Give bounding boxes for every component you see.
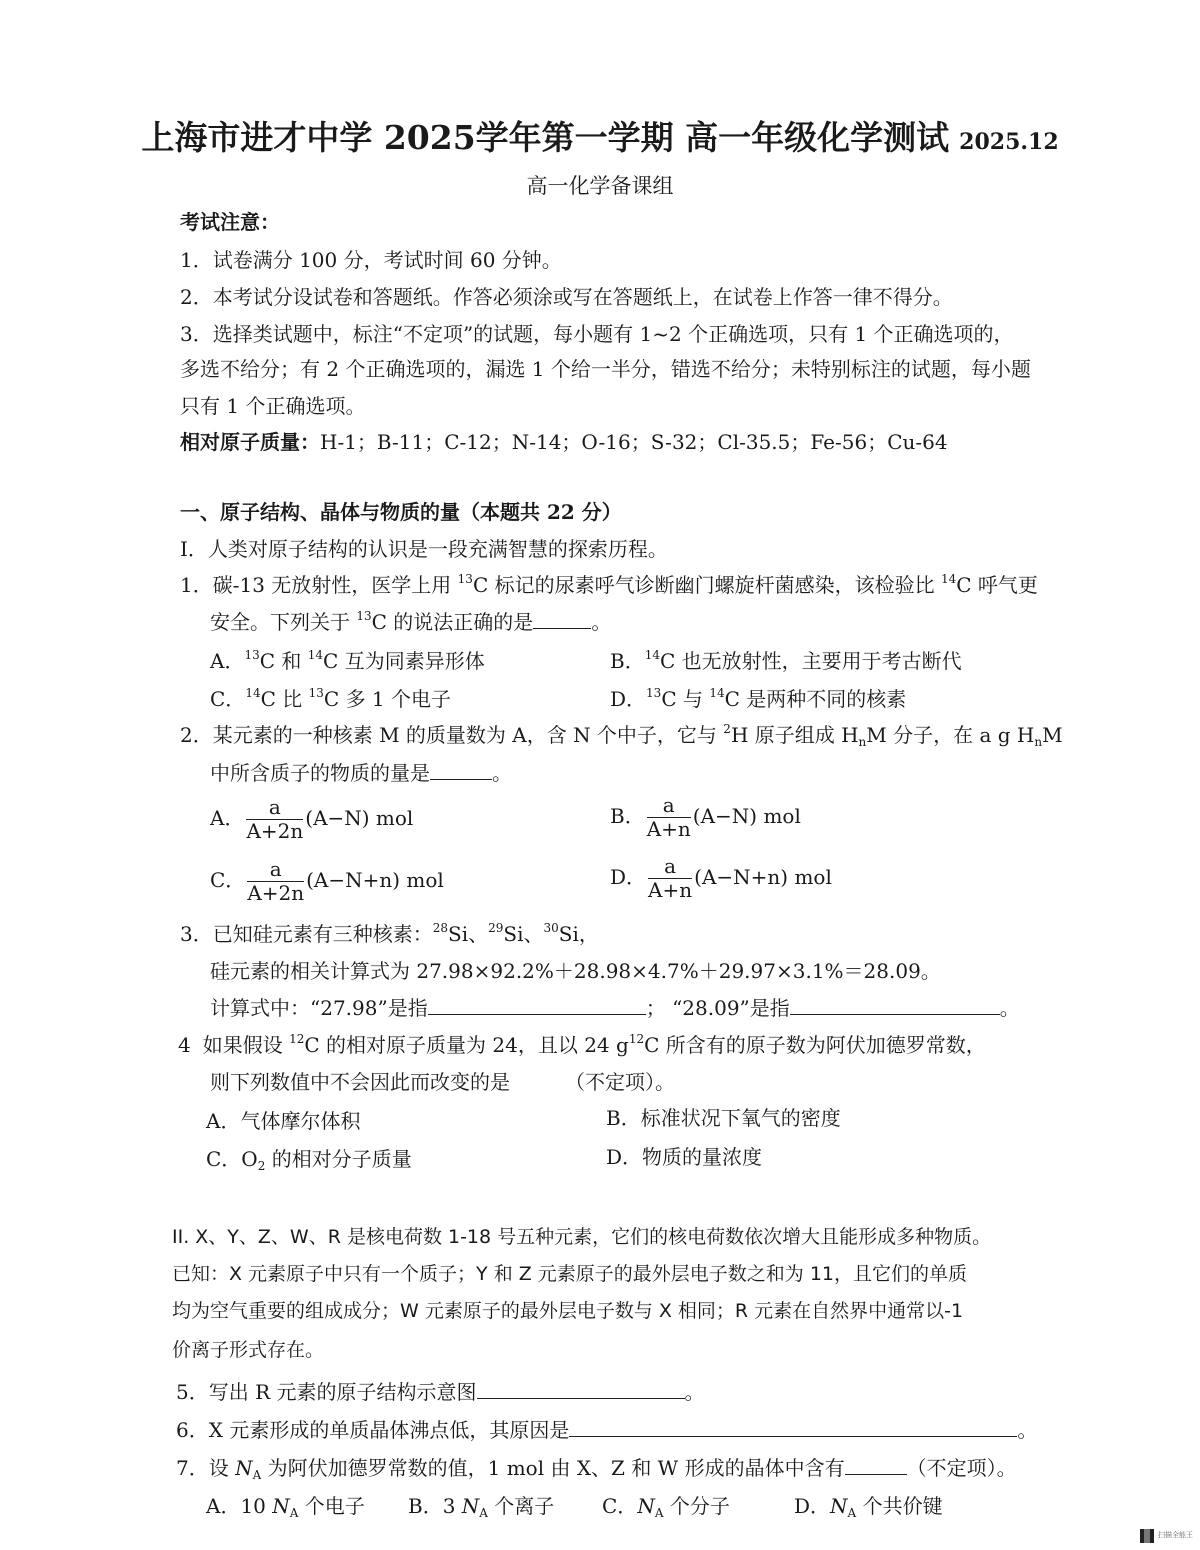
sup-13: 13 <box>646 686 662 700</box>
opt-text: B．3 <box>408 1494 462 1518</box>
sup-30: 30 <box>543 921 559 935</box>
q2-option-c[interactable] <box>210 858 444 905</box>
q4-text-a: 如果假设 <box>202 1033 290 1057</box>
sup-13: 13 <box>356 609 372 623</box>
sup-29: 29 <box>488 921 504 935</box>
sup-28: 28 <box>432 921 449 935</box>
si-text: Si、 <box>448 922 489 946</box>
fraction-denominator: A+n <box>648 878 693 902</box>
fraction <box>648 855 692 902</box>
q7-answer-blank[interactable] <box>845 1456 907 1475</box>
sub-a: A <box>252 1468 262 1482</box>
sub-a: A <box>289 1506 299 1520</box>
opt-label: B． <box>610 804 645 828</box>
sup-12: 12 <box>289 1032 305 1046</box>
notice-heading: 考试注意： <box>180 210 280 234</box>
opt-label: A． <box>210 806 245 830</box>
opt-text: C 和 <box>259 649 308 673</box>
q7-text-b: 为阿伏加德罗常数的值，1 mol 由 X、Z 和 W 形成的晶体中含有 <box>261 1456 845 1480</box>
notice-item-3-end: 只有 1 个正确选项。 <box>180 394 366 418</box>
q3-stem-line2: 硅元素的相关计算式为 27.98×92.2%＋28.98×4.7%＋29.97×3.1%＝28.09。 <box>210 959 941 983</box>
part-2-line-3: 均为空气重要的组成成分；W 元素原子的最外层电子数与 X 相同；R 元素在自然界中通常以-1 <box>172 1300 964 1322</box>
sup-14: 14 <box>644 648 660 662</box>
opt-text: 的相对分子质量 <box>265 1147 412 1171</box>
q6-text: 6．X 元素形成的单质晶体沸点低，其原因是 <box>176 1418 570 1442</box>
q4-stem-line2 <box>210 1070 675 1094</box>
opt-text: D． <box>794 1494 831 1518</box>
fraction-numerator: a <box>247 858 304 882</box>
sup-12: 12 <box>628 1032 645 1046</box>
exam-date: 2025.12 <box>959 129 1059 155</box>
q6-answer-blank[interactable] <box>569 1418 1017 1437</box>
q1-text-a: 1．碳-13 无放射性，医学上用 <box>180 573 458 597</box>
opt-label: D． <box>610 865 647 889</box>
q1-text-e: C 的说法正确的是 <box>371 610 534 634</box>
q4-number: 4 <box>178 1033 191 1057</box>
q1-stem-line1 <box>180 573 1038 597</box>
q3-stem-line3 <box>210 996 1020 1020</box>
q1-option-b[interactable] <box>610 649 962 673</box>
q7-line <box>176 1456 1017 1480</box>
q6-line <box>176 1418 1037 1442</box>
q5-answer-blank[interactable] <box>477 1380 685 1399</box>
opt-text: C 比 <box>260 687 309 711</box>
sup-14: 14 <box>940 572 957 586</box>
q2-text-d: M <box>1042 723 1063 747</box>
part-1-intro: I．人类对原子结构的认识是一段充满智慧的探索历程。 <box>180 537 668 561</box>
q1-answer-blank[interactable] <box>533 610 591 629</box>
q2-text-e: 中所含质子的物质的量是 <box>210 761 430 785</box>
notice-item-3: 3．选择类试题中，标注“不定项”的试题，每小题有 1~2 个正确选项，只有 1 个正确选项的， <box>180 322 1014 346</box>
sup-13: 13 <box>244 648 260 662</box>
exam-title <box>0 118 1200 158</box>
fraction-denominator: A+2n <box>247 881 305 905</box>
q3-text-b: 计算式中：“27.98”是指 <box>210 996 428 1020</box>
opt-label: A． <box>210 649 245 673</box>
opt-label: D． <box>610 687 647 711</box>
fraction-numerator: a <box>246 796 303 820</box>
q1-option-d[interactable] <box>610 687 906 711</box>
part-2-line-4: 价离子形式存在。 <box>172 1339 325 1361</box>
q2-text-c: M 分子，在 a g H <box>866 723 1035 747</box>
sup-14: 14 <box>709 686 725 700</box>
q4-option-b[interactable]: B．标准状况下氧气的密度 <box>606 1106 841 1130</box>
q2-option-a[interactable] <box>210 796 413 843</box>
q4-stem-line1 <box>178 1033 986 1057</box>
q1-option-a[interactable] <box>210 649 485 673</box>
fraction <box>246 796 303 843</box>
q3-text-c: ； “28.09”是指 <box>645 996 790 1020</box>
q1-text-c: C 呼气更 <box>956 573 1038 597</box>
q4-option-d[interactable]: D．物质的量浓度 <box>606 1145 763 1169</box>
fraction-numerator: a <box>647 794 691 818</box>
sub-n: n <box>1034 735 1043 749</box>
notice-item-1: 1．试卷满分 100 分，考试时间 60 分钟。 <box>180 248 562 272</box>
fraction-numerator: a <box>648 855 692 879</box>
sup-13: 13 <box>457 572 473 586</box>
q2-stem-line1 <box>180 723 1063 747</box>
sup-13: 13 <box>308 686 324 700</box>
q5-text-end: 。 <box>684 1380 705 1404</box>
na-symbol: N <box>272 1494 290 1518</box>
part-2-line-1: II. X、Y、Z、W、R 是核电荷数 1-18 号五种元素，它们的核电荷数依次增大且能形成多种物质。 <box>172 1226 992 1248</box>
q2-text-f: 。 <box>492 761 512 785</box>
fraction-denominator: A+n <box>646 817 691 841</box>
atomic-mass-label: 相对原子质量： <box>180 430 320 454</box>
notice-item-2: 2．本考试分设试卷和答题纸。作答必须涂或写在答题纸上，在试卷上作答一律不得分。 <box>180 285 953 309</box>
opt-label: C． <box>210 868 246 892</box>
q3-text-d: 。 <box>999 996 1020 1020</box>
q5-text: 5．写出 R 元素的原子结构示意图 <box>176 1380 477 1404</box>
exam-title-text: 上海市进才中学 2025学年第一学期 高一年级化学测试 <box>141 118 950 157</box>
opt-text: 个共价键 <box>856 1494 943 1518</box>
na-symbol: N <box>461 1494 480 1518</box>
q3-stem-line1 <box>180 922 599 946</box>
fraction-denominator: A+2n <box>246 819 304 843</box>
opt-text: (A−N+n) mol <box>306 868 444 892</box>
q2-answer-blank[interactable] <box>430 761 492 780</box>
q4-text-c: C 所含有的原子数为阿伏加德罗常数， <box>644 1033 986 1057</box>
sup-2: 2 <box>723 722 731 736</box>
sub-a: A <box>479 1506 488 1520</box>
notice-item-3-cont: 多选不给分；有 2 个正确选项的，漏选 1 个给一半分，错选不给分；未特别标注的试题，每小题 <box>180 357 1031 381</box>
q1-option-c[interactable] <box>210 687 451 711</box>
si-text: Si， <box>558 922 599 946</box>
opt-text: C 与 <box>661 687 710 711</box>
q7-option-b[interactable] <box>408 1494 554 1518</box>
q7-text-c: （不定项）。 <box>906 1456 1017 1480</box>
q5-line <box>176 1380 705 1404</box>
q4-text-e: （不定项）。 <box>565 1070 675 1094</box>
opt-text: 个分子 <box>663 1494 730 1518</box>
q7-option-a[interactable] <box>206 1494 365 1518</box>
opt-text: 个离子 <box>487 1494 555 1518</box>
q3-blank-2[interactable] <box>790 996 1000 1015</box>
q4-option-c[interactable] <box>206 1147 412 1171</box>
q1-text-b: C 标记的尿素呼气诊断幽门螺旋杆菌感染，该检验比 <box>472 573 941 597</box>
q2-stem-line2 <box>210 761 512 785</box>
atomic-mass-line <box>180 430 948 454</box>
opt-text: (A−N+n) mol <box>694 865 832 889</box>
opt-label: C． <box>210 687 246 711</box>
q4-option-a[interactable]: A．气体摩尔体积 <box>206 1109 361 1133</box>
sub-a: A <box>847 1506 857 1520</box>
opt-text: C．O <box>206 1147 258 1171</box>
sup-14: 14 <box>307 648 324 662</box>
fraction <box>247 858 304 905</box>
opt-text: C 也无放射性，主要用于考古断代 <box>659 649 962 673</box>
opt-text: 个电子 <box>298 1494 365 1518</box>
sup-14: 14 <box>245 686 261 700</box>
na-symbol: N <box>830 1494 848 1518</box>
opt-text: (A−N) mol <box>305 806 414 830</box>
opt-text: C． <box>602 1494 638 1518</box>
q1-stem-line2 <box>210 610 611 634</box>
q7-text-a: 7．设 <box>176 1456 236 1480</box>
si-text: Si、 <box>503 922 544 946</box>
opt-text: C 互为同素异形体 <box>323 649 485 673</box>
qr-code-icon <box>1140 1529 1154 1543</box>
q2-text-a: 2．某元素的一种核素 M 的质量数为 A，含 N 个中子，它与 <box>180 723 724 747</box>
na-symbol: N <box>235 1456 253 1480</box>
q3-blank-1[interactable] <box>428 996 646 1015</box>
q7-option-c[interactable] <box>602 1494 730 1518</box>
na-symbol: N <box>637 1494 655 1518</box>
exam-subtitle: 高一化学备课组 <box>526 174 674 198</box>
opt-label: B． <box>610 649 645 673</box>
q7-option-d[interactable] <box>794 1494 943 1518</box>
atomic-mass-values: H-1；B-11；C-12；N-14；O-16；S-32；Cl-35.5；Fe-56；Cu-64 <box>320 430 948 454</box>
q6-text-end: 。 <box>1017 1418 1038 1442</box>
q4-text-b: C 的相对原子质量为 24，且以 24 g <box>304 1033 629 1057</box>
section-1-heading: 一、原子结构、晶体与物质的量（本题共 22 分） <box>180 500 622 524</box>
q3-text-a: 3．已知硅元素有三种核素： <box>180 922 433 946</box>
q4-text-d: 则下列数值中不会因此而改变的是 <box>210 1070 510 1094</box>
sub-2: 2 <box>257 1159 266 1173</box>
fraction <box>647 794 691 841</box>
scanner-watermark: 扫描全能王 <box>1158 1531 1193 1539</box>
q2-option-b[interactable] <box>610 794 801 841</box>
q1-text-d: 安全。下列关于 <box>210 610 357 634</box>
sub-a: A <box>654 1506 664 1520</box>
opt-text: C 是两种不同的核素 <box>724 687 907 711</box>
q2-option-d[interactable] <box>610 855 832 902</box>
opt-text: C 多 1 个电子 <box>323 687 452 711</box>
part-2-line-2: 已知：X 元素原子中只有一个质子；Y 和 Z 元素原子的最外层电子数之和为 11，且它们的单质 <box>172 1263 968 1285</box>
sub-n: n <box>858 735 867 749</box>
q2-text-b: H 原子组成 H <box>730 723 859 747</box>
opt-text: (A−N) mol <box>692 804 801 828</box>
q1-text-f: 。 <box>591 610 612 634</box>
opt-text: A．10 <box>206 1494 273 1518</box>
